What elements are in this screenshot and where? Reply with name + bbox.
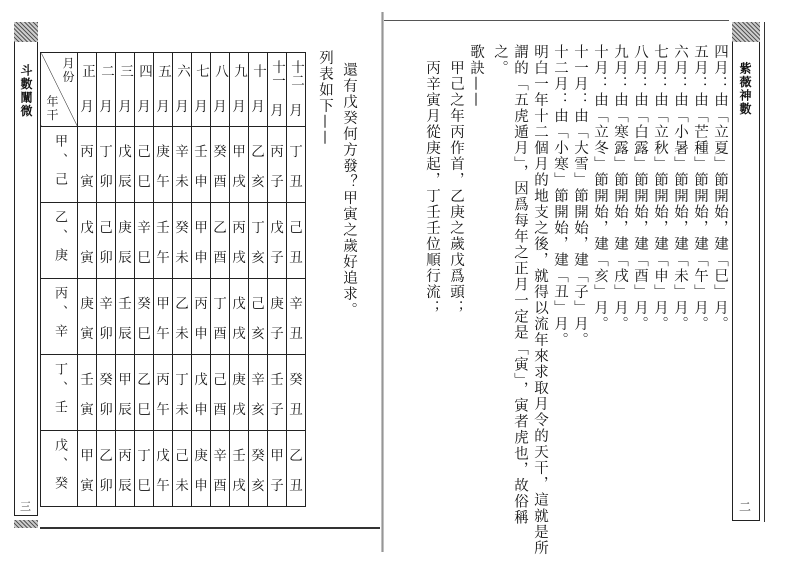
branch-char: 未 [175,249,189,266]
month-header [230,53,249,127]
stem-char: 己 [137,143,151,160]
stem-char: 丁 [175,371,189,388]
stem-char: 癸 [99,371,113,388]
year-stem-label: 丙、辛 [41,279,78,355]
month-stem-branch-cell [154,127,173,203]
stem-char: 乙 [175,295,189,312]
branch-char: 卯 [99,249,113,266]
stem-char: 癸 [289,371,303,388]
stem-char: 戊 [194,371,208,388]
branch-char: 寅 [80,325,94,342]
stem-char: 丁 [99,143,113,160]
stem-char: 己 [289,219,303,236]
stem-char: 甲 [118,371,132,388]
branch-char: 寅 [80,249,94,266]
month-stem-branch-cell [97,127,116,203]
year-stem-label: 戊、癸 [41,431,78,507]
month-stem-branch-cell [173,203,192,279]
verse-heading: 歌訣—— [468,44,484,108]
stem-char: 戊 [270,219,284,236]
left-sidebar-hatch-top [14,22,38,42]
stem-char: 壬 [232,447,246,464]
stem-char: 己 [213,371,227,388]
branch-char: 寅 [80,401,94,418]
month-stem-branch-cell [192,355,211,431]
branch-char: 巳 [137,477,151,494]
branch-char: 亥 [251,173,265,190]
branch-char: 酉 [213,401,227,418]
month-stem-branch-cell [230,127,249,203]
stem-char: 庚 [80,295,94,312]
month-number: 十二 [288,60,304,88]
stem-char: 辛 [251,371,265,388]
branch-char: 酉 [213,477,227,494]
stem-char: 壬 [270,371,284,388]
stem-char: 乙 [289,447,303,464]
branch-char: 亥 [251,325,265,342]
table-corner [41,53,78,127]
month-number: 四 [136,63,152,78]
left-sidebar-title: 斗數闡微 [19,64,33,118]
left-page-number: 三 [20,500,31,513]
stem-char: 庚 [118,219,132,236]
month-stem-branch-cell [268,127,287,203]
branch-char: 寅 [80,477,94,494]
right-sidebar-hatch [732,22,760,42]
branch-char: 辰 [118,325,132,342]
month-stem-branch-cell [230,203,249,279]
month-stem-branch-cell [287,431,306,507]
left-verse-line: 還有戊癸何方發？甲寅之歲好追求。 [341,62,357,318]
stem-char: 庚 [232,371,246,388]
stem-char: 己 [251,295,265,312]
month-stem-branch-cell [211,431,230,507]
stem-char: 癸 [137,295,151,312]
table-row [41,431,306,507]
stem-char: 甲 [270,447,284,464]
stem-char: 辛 [99,295,113,312]
branch-char: 戌 [232,325,246,342]
paragraph-line: 謂的「五虎遁月」，因爲每年之正月一定是「寅」，寅者虎也，故俗稱 [512,44,528,526]
month-stem-branch-cell [249,203,268,279]
month-header [154,53,173,127]
branch-char: 申 [194,249,208,266]
stem-char: 辛 [289,295,303,312]
month-stem-branch-cell [135,127,154,203]
stem-char: 乙 [251,143,265,160]
month-stem-branch-cell [211,279,230,355]
branch-char: 巳 [137,401,151,418]
month-stem-branch-cell [249,127,268,203]
month-suffix: 月 [251,99,265,116]
stem-char: 丁 [251,219,265,236]
branch-char: 午 [156,249,170,266]
list-intro: 列表如下—— [317,50,333,146]
table-row [41,127,306,203]
branch-char: 子 [270,325,284,342]
month-stem-branch-cell [173,279,192,355]
month-stem-branch-cell [135,431,154,507]
branch-char: 亥 [251,401,265,418]
month-rule-line: 八月：由「白露」節開始，建「酉」月。 [632,44,648,332]
month-stem-branch-cell [211,355,230,431]
month-header [78,53,97,127]
month-stem-branch-cell [230,279,249,355]
branch-char: 酉 [213,173,227,190]
right-page-number: 二 [739,500,752,514]
verse-line: 甲己之年丙作首，乙庚之歲戊爲頭； [448,44,464,316]
month-stem-branch-cell [249,431,268,507]
table-row [41,203,306,279]
month-stem-branch-cell [268,355,287,431]
month-stem-branch-cell [268,203,287,279]
stem-char: 乙 [213,219,227,236]
branch-char: 子 [270,477,284,494]
branch-char: 申 [194,173,208,190]
stem-char: 甲 [80,447,94,464]
month-stem-branch-cell [78,127,97,203]
month-stem-branch-cell [154,355,173,431]
month-stem-branch-cell [78,203,97,279]
month-number: 三 [117,63,133,78]
branch-char: 戌 [232,401,246,418]
branch-char: 子 [270,401,284,418]
month-stem-branch-cell [268,431,287,507]
stem-char: 乙 [137,371,151,388]
month-stem-branch-cell [154,279,173,355]
month-stem-branch-cell [173,431,192,507]
month-rule-line: 九月：由「寒露」節開始，建「戌」月。 [612,44,628,332]
stem-char: 癸 [251,447,265,464]
month-header [249,53,268,127]
stem-char: 乙 [99,447,113,464]
branch-char: 丑 [289,401,303,418]
branch-char: 巳 [137,249,151,266]
month-stem-branch-cell [287,127,306,203]
year-stem-label: 丁、壬 [41,355,78,431]
stem-char: 癸 [213,143,227,160]
month-stem-branch-cell [192,203,211,279]
table-row [41,279,306,355]
stem-char: 己 [175,447,189,464]
branch-char: 辰 [118,477,132,494]
branch-char: 丑 [289,325,303,342]
branch-char: 午 [156,477,170,494]
branch-char: 卯 [99,477,113,494]
branch-char: 亥 [251,249,265,266]
month-stem-branch-cell [173,355,192,431]
stem-char: 己 [99,219,113,236]
stem-char: 壬 [80,371,94,388]
month-rule-line: 五月：由「芒種」節開始，建「午」月。 [692,44,708,332]
branch-char: 未 [175,401,189,418]
stem-char: 辛 [175,143,189,160]
stem-char: 戊 [80,219,94,236]
branch-char: 戌 [232,477,246,494]
stem-char: 戊 [232,295,246,312]
branch-char: 寅 [80,173,94,190]
branch-char: 酉 [213,249,227,266]
branch-char: 卯 [99,173,113,190]
month-stem-branch-cell [97,203,116,279]
branch-char: 午 [156,401,170,418]
month-stem-branch-cell [192,431,211,507]
branch-char: 申 [194,401,208,418]
left-sidebar-hatch-bottom [14,520,38,528]
month-rule-line: 六月：由「小暑」節開始，建「未」月。 [672,44,688,332]
month-suffix: 月 [80,99,94,116]
month-header [116,53,135,127]
stem-char: 戊 [118,143,132,160]
month-stem-branch-cell [173,127,192,203]
stem-char: 辛 [137,219,151,236]
five-tiger-month-table [40,52,306,507]
month-number: 八 [212,63,228,78]
month-number: 正 [79,63,95,78]
branch-char: 酉 [213,325,227,342]
stem-char: 丙 [118,447,132,464]
month-suffix: 月 [270,102,284,119]
stem-char: 壬 [156,219,170,236]
month-stem-branch-cell [78,279,97,355]
stem-char: 癸 [175,219,189,236]
month-stem-branch-cell [249,279,268,355]
branch-char: 申 [194,325,208,342]
month-stem-branch-cell [249,355,268,431]
branch-char: 子 [270,173,284,190]
month-number: 六 [174,63,190,78]
branch-char: 辰 [118,173,132,190]
month-stem-branch-cell [78,355,97,431]
month-suffix: 月 [213,99,227,116]
month-stem-branch-cell [211,203,230,279]
branch-char: 申 [194,477,208,494]
right-sidebar-title: 紫薇神數 [738,62,752,116]
month-header [97,53,116,127]
month-stem-branch-cell [97,355,116,431]
stem-char: 庚 [270,295,284,312]
stem-char: 丙 [270,143,284,160]
verse-line: 丙辛寅月從庚起，丁壬壬位順行流； [424,44,440,316]
month-header [135,53,154,127]
month-stem-branch-cell [211,127,230,203]
branch-char: 戌 [232,249,246,266]
stem-char: 丁 [137,447,151,464]
branch-char: 丑 [289,249,303,266]
year-stem-label: 甲、己 [41,127,78,203]
month-stem-branch-cell [154,203,173,279]
month-rule-line: 十二月：由「小寒」節開始，建「丑」月。 [552,44,568,348]
month-stem-branch-cell [230,355,249,431]
right-page-top-rule [384,20,729,21]
branch-char: 巳 [137,173,151,190]
paragraph-line: 之。 [492,44,508,76]
stem-char: 壬 [118,295,132,312]
month-number: 九 [231,63,247,78]
stem-char: 庚 [156,143,170,160]
branch-char: 午 [156,173,170,190]
month-stem-branch-cell [135,203,154,279]
month-stem-branch-cell [135,279,154,355]
stem-char: 丙 [156,371,170,388]
month-suffix: 月 [194,99,208,116]
month-stem-branch-cell [230,431,249,507]
branch-char: 辰 [118,401,132,418]
left-sidebar [14,40,38,516]
month-suffix: 月 [99,99,113,116]
month-header [211,53,230,127]
month-stem-branch-cell [78,431,97,507]
branch-char: 丑 [289,477,303,494]
stem-char: 甲 [156,295,170,312]
month-stem-branch-cell [287,279,306,355]
table-row [41,355,306,431]
month-number: 五 [155,63,171,78]
month-stem-branch-cell [116,203,135,279]
month-number: 十 [250,63,266,78]
branch-char: 未 [175,477,189,494]
paragraph-line: 明白一年十二個月的地支之後，就得以流年來求取月令的天干，這就是所 [532,44,548,556]
month-header [268,53,287,127]
branch-char: 子 [270,249,284,266]
month-stem-branch-cell [287,203,306,279]
month-suffix: 月 [175,99,189,116]
branch-char: 亥 [251,477,265,494]
branch-char: 丑 [289,173,303,190]
month-number: 十一 [269,60,285,88]
month-suffix: 月 [118,99,132,116]
year-stem-label: 乙、庚 [41,203,78,279]
stem-char: 戊 [156,447,170,464]
branch-char: 卯 [99,325,113,342]
stem-char: 丙 [80,143,94,160]
stem-char: 甲 [194,219,208,236]
month-header [192,53,211,127]
branch-char: 辰 [118,249,132,266]
stem-char: 庚 [194,447,208,464]
stem-char: 丁 [213,295,227,312]
book-gutter [381,12,384,552]
branch-char: 未 [175,173,189,190]
month-stem-branch-cell [192,279,211,355]
stem-char: 丙 [232,219,246,236]
stem-char: 壬 [194,143,208,160]
month-stem-branch-cell [97,431,116,507]
corner-month-label: 月份 [61,57,75,84]
month-rule-line: 四月：由「立夏」節開始，建「巳」月。 [712,44,728,332]
month-stem-branch-cell [192,127,211,203]
month-stem-branch-cell [116,127,135,203]
right-sidebar [732,40,760,521]
month-stem-branch-cell [135,355,154,431]
month-stem-branch-cell [268,279,287,355]
stem-char: 辛 [213,447,227,464]
corner-stem-label: 年干 [45,95,59,122]
branch-char: 巳 [137,325,151,342]
month-stem-branch-cell [97,279,116,355]
branch-char: 卯 [99,401,113,418]
branch-char: 未 [175,325,189,342]
month-rule-line: 十一月：由「大雪」節開始，建「子」月。 [572,44,588,348]
month-header [173,53,192,127]
month-suffix: 月 [137,99,151,116]
month-stem-branch-cell [116,431,135,507]
month-stem-branch-cell [154,431,173,507]
month-suffix: 月 [156,99,170,116]
month-suffix: 月 [289,102,303,119]
stem-char: 丙 [194,295,208,312]
month-stem-branch-cell [287,355,306,431]
month-rule-line: 七月：由「立秋」節開始，建「申」月。 [652,44,668,332]
month-stem-branch-cell [116,355,135,431]
stem-char: 丁 [289,143,303,160]
stem-char: 甲 [232,143,246,160]
branch-char: 午 [156,325,170,342]
left-page-bottom-rule [40,527,380,529]
month-number: 七 [193,63,209,78]
branch-char: 戌 [232,173,246,190]
month-number: 二 [98,63,114,78]
month-suffix: 月 [232,99,246,116]
month-header [287,53,306,127]
month-rule-line: 十月：由「立冬」節開始，建「亥」月。 [592,44,608,332]
month-stem-branch-cell [116,279,135,355]
right-sidebar-outer-rule [764,22,765,522]
